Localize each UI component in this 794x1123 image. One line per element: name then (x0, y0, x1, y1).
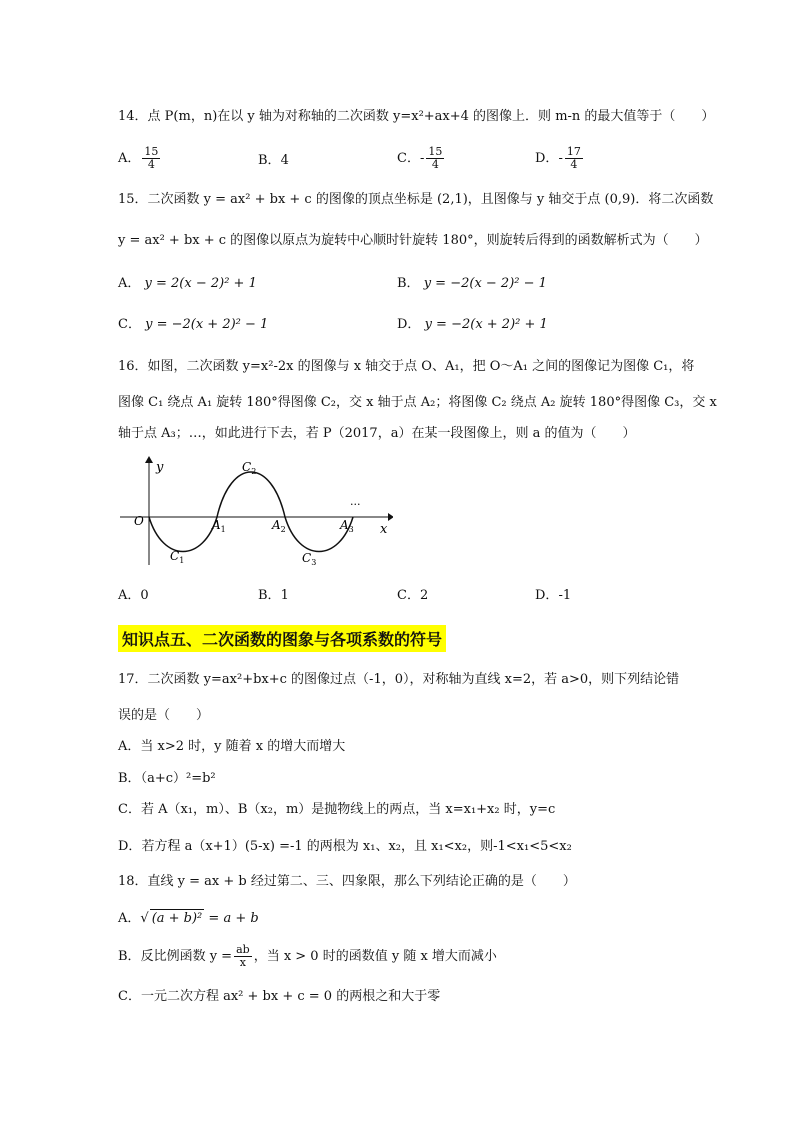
q14-option-a: A． $\frac{15}{4}$ (118, 145, 159, 171)
y-label: y (156, 460, 164, 475)
q15-option-a: A． y = 2(x − 2)² + 1 (118, 276, 257, 291)
q18-line1: 18．直线 y = ax + b 经过第二、三、四象限，那么下列结论正确的是（ ） (118, 874, 576, 889)
q17-line1: 17．二次函数 y=ax²+bx+c 的图像过点（-1，0），对称轴为直线 x=2，若 a>0，则下列结论错 (118, 672, 680, 687)
q16-option-c: C．2 (397, 588, 429, 603)
q18-option-b: B．反比例函数 y = $\frac{ab}{x}$ ，当 x > 0 时的函数值 y 随 x 增大而减小 (118, 943, 497, 969)
q16-option-b: B．1 (258, 588, 289, 603)
q15-option-c: C． y = −2(x + 2)² − 1 (118, 317, 269, 332)
y-axis-arrow-icon (145, 456, 153, 463)
q17-option-c: C．若 A（x₁，m）、B（x₂，m）是抛物线上的两点，当 x=x₁+x₂ 时，y=c (118, 802, 556, 817)
curve-c2 (217, 472, 285, 517)
q17-option-d: D．若方程 a（x+1）(5-x) =-1 的两根为 x₁、x₂，且 x₁<x₂，则-1<x₁<5<x₂ (118, 839, 572, 854)
q16-line3: 轴于点 A₃；…，如此进行下去，若 P（2017，a）在某一段图像上，则 a 的值为（ ） (118, 426, 636, 441)
q18-option-a: A．√ (a + b)² = a + b (118, 911, 259, 926)
sqrt-icon: √ (140, 911, 149, 926)
section-heading: 知识点五、二次函数的图象与各项系数的符号 (118, 625, 446, 652)
c2-label: $C_2$ (242, 460, 257, 476)
q15-option-b: B． y = −2(x − 2)² − 1 (397, 276, 547, 291)
q14-option-c: C．- $\frac{15}{4}$ (397, 145, 443, 171)
a2-label: $A_2$ (272, 518, 286, 534)
q15-line1: 15．二次函数 y = ax² + bx + c 的图像的顶点坐标是 (2,1)，且图像与 y 轴交于点 (0,9)．将二次函数 (118, 192, 714, 207)
q16-option-a: A．0 (118, 588, 149, 603)
q16-option-d: D．-1 (535, 588, 572, 603)
q14-option-d: D．- $\frac{17}{4}$ (535, 145, 581, 171)
q16-figure (118, 455, 393, 567)
c3-label: $C_3$ (302, 551, 317, 567)
q17-option-a: A．当 x>2 时，y 随着 x 的增大而增大 (118, 739, 346, 754)
q18-option-c: C．一元二次方程 ax² + bx + c = 0 的两根之和大于零 (118, 989, 441, 1004)
q17-option-b: B．（a+c）²=b² (118, 771, 216, 786)
q17-line2: 误的是（ ） (118, 708, 210, 723)
c1-label: $C_1$ (170, 549, 185, 565)
q15-option-d: D． y = −2(x + 2)² + 1 (397, 317, 548, 332)
q15-line2: y = ax² + bx + c 的图像以原点为旋转中心顺时针旋转 180°，则旋转后得到的函数解析式为（ ） (118, 233, 708, 248)
q16-line2: 图像 C₁ 绕点 A₁ 旋转 180°得图像 C₂，交 x 轴于点 A₂；将图像 C₂ 绕点 A₂ 旋转 180°得图像 C₃，交 x (118, 395, 717, 410)
curve-c1 (149, 517, 217, 552)
a3-label: $A_3$ (340, 518, 354, 534)
a1-label: $A_1$ (212, 518, 226, 534)
q14-text: 14．点 P(m，n)在以 y 轴为对称轴的二次函数 y=x²+ax+4 的图像上．则 m-n 的最大值等于（ ） (118, 109, 715, 124)
x-axis-arrow-icon (388, 513, 393, 521)
continuation-dots: ... (350, 495, 361, 508)
x-label: x (380, 522, 388, 537)
q14-option-b: B．4 (258, 153, 289, 168)
q16-line1: 16．如图，二次函数 y=x²-2x 的图像与 x 轴交于点 O、A₁，把 O～A₁ 之间的图像记为图像 C₁，将 (118, 359, 695, 374)
origin-label: O (134, 514, 144, 528)
